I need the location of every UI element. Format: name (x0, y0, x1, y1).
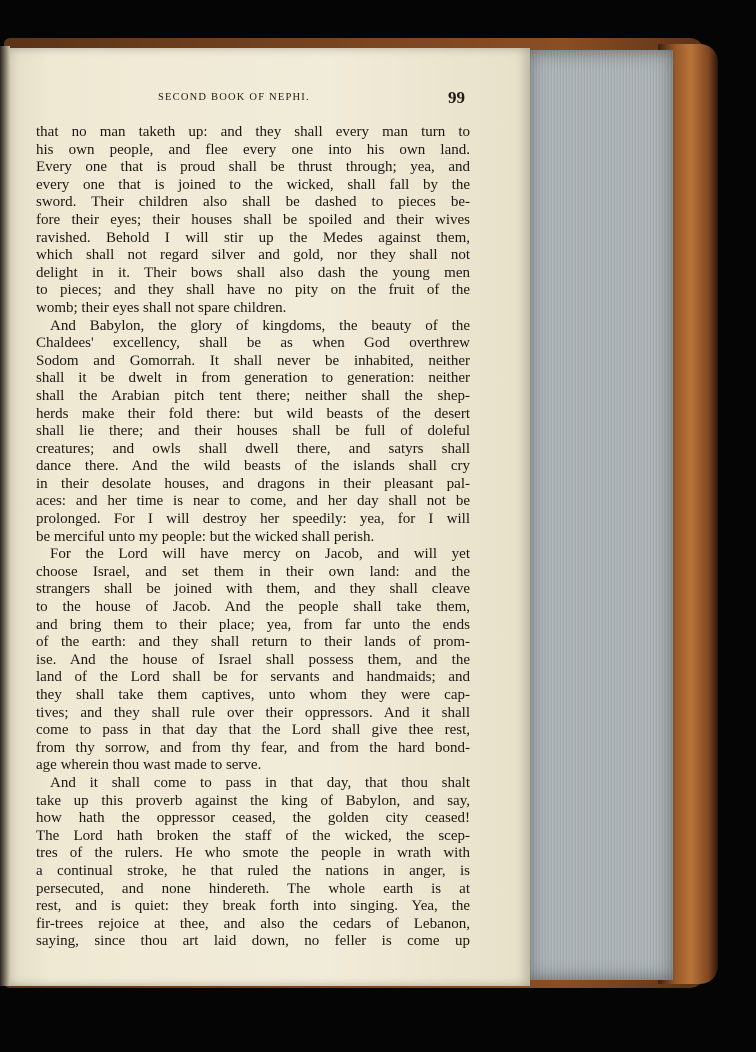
text-line: land of the Lord shall be for servants and handmaids; and (36, 669, 470, 686)
text-line: choose Israel, and set them in their own land: and the (36, 563, 470, 580)
text-line: they shall take them captives, unto whom they were cap- (36, 687, 470, 703)
text-line: The Lord hath broken the staff of the wicked, the scep- (36, 827, 470, 844)
text-line: his own people, and flee every one into his own land. (36, 141, 470, 158)
text-line: in their desolate houses, and dragons in their pleasant pal- (36, 475, 470, 492)
text-line: Chaldees' excellency, shall be as when God overthrew (36, 335, 470, 352)
text-line: take up this proverb against the king of Babylon, and say, (36, 792, 470, 809)
text-line: sword. Their children also shall be dashed to pieces be- (36, 194, 470, 211)
text-line: creatures; and owls shall dwell there, and satyrs shall (36, 440, 470, 457)
text-line: rest, and is quiet: they break forth into singing. Yea, the (36, 898, 470, 915)
text-line: tives; and they shall rule over their oppressors. And it shall (36, 704, 470, 721)
text-line: dance there. And the wild beasts of the islands shall cry (36, 458, 470, 475)
running-head: SECOND BOOK OF NEPHI. (158, 92, 310, 103)
text-line: prolonged. For I will destroy her speedily: yea, for I will (36, 511, 470, 528)
text-line: and bring them to their place; yea, from far unto the ends (36, 616, 470, 633)
text-line: strangers shall be joined with them, and they shall cleave (36, 581, 470, 598)
facing-page-edge (0, 46, 10, 986)
text-line: how hath the oppressor ceased, the golden city ceased! (36, 810, 470, 827)
text-line: shall lie there; and their houses shall be full of doleful (36, 423, 470, 440)
text-line: fore their eyes; their houses shall be spoiled and their wives (36, 211, 470, 228)
text-line: ravished. Behold I will stir up the Medes against them, (36, 229, 470, 246)
text-line: shall it be dwelt in from generation to generation: neither (36, 370, 470, 387)
text-line: of the earth: and they shall return to their lands of prom- (36, 634, 470, 651)
text-line: age wherein thou wast made to serve. (36, 757, 262, 774)
text-line: saying, since thou art laid down, no feller is come up (36, 933, 470, 950)
text-line: from thy sorrow, and from thy fear, and from the hard bond- (36, 739, 470, 756)
text-line: Every one that is proud shall be thrust through; yea, and (36, 159, 470, 176)
text-line: a continual stroke, he that ruled the nations in anger, is (36, 862, 470, 879)
text-line: to the house of Jacob. And the people shall take them, (36, 599, 470, 616)
text-line: And Babylon, the glory of kingdoms, the beauty of the (50, 317, 470, 334)
text-line: persecuted, and none hindereth. The whole earth is at (36, 880, 470, 897)
text-line: be merciful unto my people: but the wicked shall perish. (36, 528, 375, 545)
text-line: that no man taketh up: and they shall every man turn to (36, 124, 470, 140)
text-line: shall the Arabian pitch tent there; neither shall the shep- (36, 387, 470, 404)
text-line: fir-trees rejoice at thee, and also the cedars of Lebanon, (36, 915, 470, 932)
page-block-edges (528, 50, 673, 980)
text-line: delight in it. Their bows shall also dash the young men (36, 264, 470, 281)
text-line: Sodom and Gomorrah. It shall never be inhabited, neither (36, 352, 470, 369)
text-line: come to pass in that day that the Lord shall give thee rest, (36, 722, 470, 739)
text-line: And it shall come to pass in that day, that thou shalt (50, 774, 470, 791)
page-number: 99 (448, 88, 465, 107)
text-line: tres of the rulers. He who smote the people in wrath with (36, 845, 470, 862)
text-line: aces: and her time is near to come, and her day shall not be (36, 493, 470, 510)
text-line: which shall not regard silver and gold, nor they shall not (36, 247, 470, 264)
text-line: womb; their eyes shall not spare children. (36, 299, 287, 316)
text-line: For the Lord will have mercy on Jacob, and will yet (50, 546, 470, 563)
text-line: every one that is joined to the wicked, shall fall by the (36, 176, 470, 193)
text-line: herds make their fold there: but wild beasts of the desert (36, 405, 470, 422)
body-text (36, 124, 470, 951)
text-line: to pieces; and they shall have no pity on the fruit of the (36, 282, 470, 299)
text-line: ise. And the house of Israel shall possess them, and the (36, 651, 470, 668)
